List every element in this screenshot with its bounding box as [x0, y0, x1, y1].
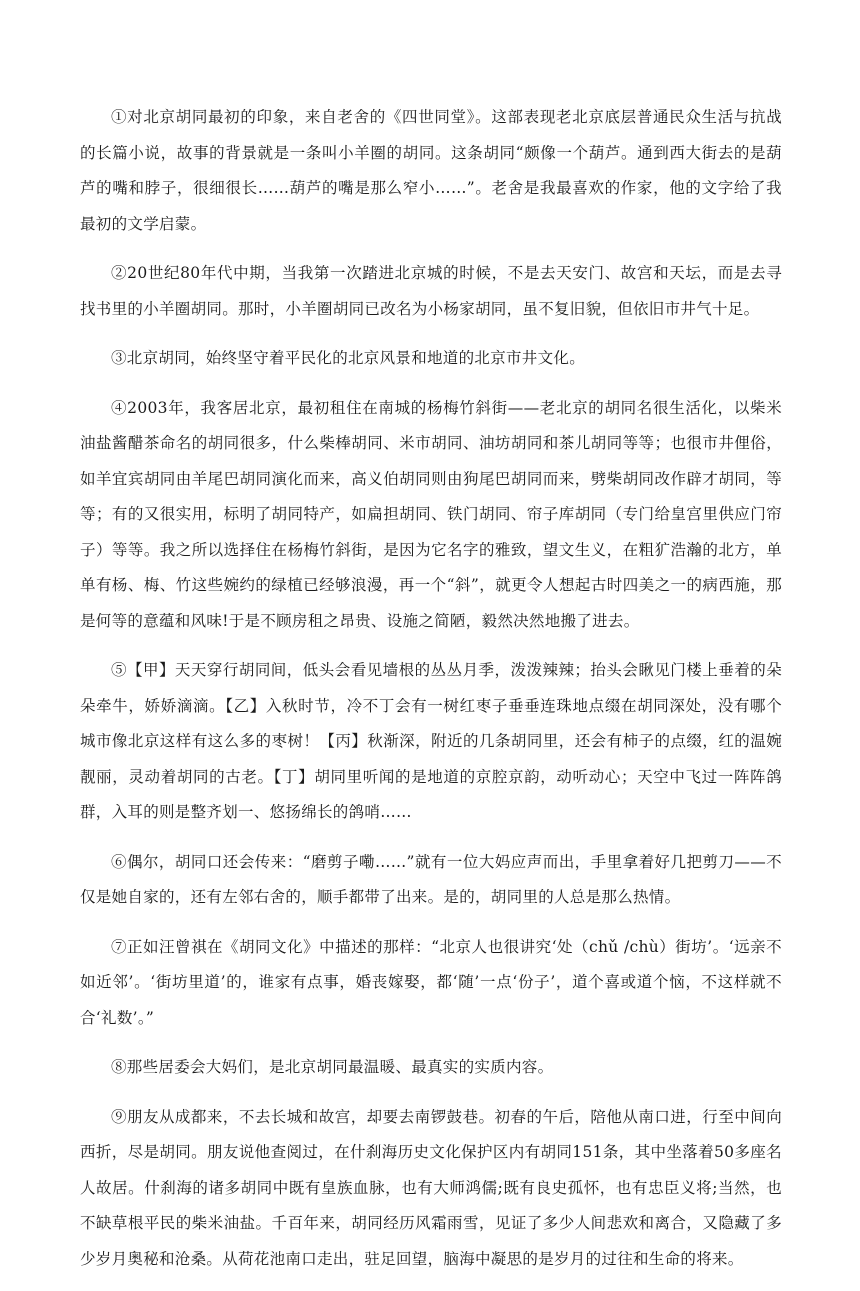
paragraph-1: ①对北京胡同最初的印象，来自老舍的《四世同堂》。这部表现老北京底层普通民众生活与抗战的长篇小说，故事的背景就是一条叫小羊圈的胡同。这条胡同“颇像一个葫芦。通到西大街去的是葫芦的嘴和脖子，很细很长……葫芦的嘴是那么窄小……”。老舍是我最喜欢的作家，他的文字给了我最初的文学启蒙。	[80, 108, 782, 233]
paragraph-6: ⑥偶尔，胡同口还会传来：“磨剪子嘞……”就有一位大妈应声而出，手里拿着好几把剪刀——不仅是她自家的，还有左邻右舍的，顺手都带了出来。是的，胡同里的人总是那么热情。	[80, 852, 782, 906]
paragraph-2: ②20世纪80年代中期，当我第一次踏进北京城的时候，不是去天安门、故宫和天坛，而是去寻找书里的小羊圈胡同。那时，小羊圈胡同已改名为小杨家胡同，虽不复旧貌，但依旧市井气十足。	[80, 264, 782, 318]
paragraph-4: ④2003年，我客居北京，最初租住在南城的杨梅竹斜街——老北京的胡同名很生活化，以柴米油盐酱醋茶命名的胡同很多，什么柴棒胡同、米市胡同、油坊胡同和茶儿胡同等等；也很市井俚俗，如羊宜宾胡同由羊尾巴胡同演化而来，高义伯胡同则由狗尾巴胡同而来，劈柴胡同改作辟才胡同，等等；有的又很实用，标明了胡同特产，如扁担胡同、铁门胡同、帘子库胡同（专门给皇宫里供应门帘子）等等。我之所以选择住在杨梅竹斜街，是因为它名字的雅致，望文生义，在粗犷浩瀚的北方，单单有杨、梅、竹这些婉约的绿植已经够浪漫，再一个“斜”，就更令人想起古时四美之一的病西施，那是何等的意蕴和风味!于是不顾房租之昂贵、设施之简陋，毅然决然地搬了进去。	[80, 398, 782, 630]
paragraph-7: ⑦正如汪曾祺在《胡同文化》中描述的那样：“北京人也很讲究‘处（chǔ /chù）街坊’。‘远亲不如近邻’。‘街坊里道’的，谁家有点事，婚丧嫁娶，都‘随’一点‘份子’，道个喜或道个恼，不这样就不合‘礼数’。”	[80, 937, 782, 1027]
paragraph-3: ③北京胡同，始终坚守着平民化的北京风景和地道的北京市井文化。	[111, 349, 586, 367]
document-body	[80, 100, 782, 1291]
paragraph-8: ⑧那些居委会大妈们，是北京胡同最温暖、最真实的实质内容。	[111, 1058, 554, 1076]
paragraph-9: ⑨朋友从成都来，不去长城和故宫，却要去南锣鼓巷。初春的午后，陪他从南口进，行至中间向西折，尽是胡同。朋友说他查阅过，在什刹海历史文化保护区内有胡同151条，其中坐落着50多座名人故居。什刹海的诸多胡同中既有皇族血脉，也有大师鸿儒;既有良史孤怀，也有忠臣义将;当然，也不缺草根平民的柴米油盐。千百年来，胡同经历风霜雨雪，见证了多少人间悲欢和离合，又隐藏了多少岁月奥秘和沧桑。从荷花池南口走出，驻足回望，脑海中凝思的是岁月的过往和生命的将来。	[80, 1107, 782, 1268]
paragraph-5: ⑤【甲】天天穿行胡同间，低头会看见墙根的丛丛月季，泼泼辣辣；抬头会瞅见门楼上垂着的朵朵牵牛，娇娇滴滴。【乙】入秋时节，冷不丁会有一树红枣子垂垂连珠地点缀在胡同深处，没有哪个城市像北京这样有这么多的枣树！【丙】秋渐深，附近的几条胡同里，还会有柿子的点缀，红的温婉靓丽，灵动着胡同的古老。【丁】胡同里听闻的是地道的京腔京韵，动听动心；天空中飞过一阵阵鸽群，入耳的则是整齐划一、悠扬绵长的鸽哨……	[80, 661, 782, 821]
